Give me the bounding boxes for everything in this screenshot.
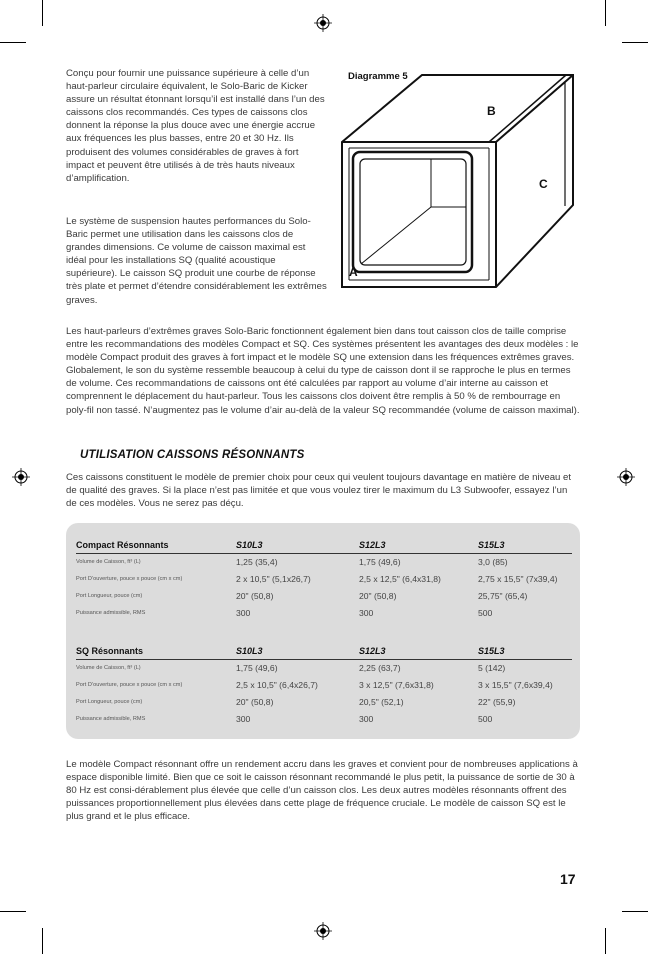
table-cell: 2,5 x 12,5" (6,4x31,8) bbox=[359, 574, 441, 584]
table-cell: 20" (50,8) bbox=[236, 591, 274, 601]
crop-mark bbox=[622, 911, 648, 912]
table-title: SQ Résonnants bbox=[76, 646, 144, 656]
table-row bbox=[76, 661, 572, 678]
model-heading: S10L3 bbox=[236, 540, 263, 550]
table-row bbox=[76, 606, 572, 623]
diagram-label-b: B bbox=[487, 104, 496, 118]
registration-mark-icon bbox=[314, 922, 332, 940]
closing-paragraph: Le modèle Compact résonnant offre un rendement accru dans les graves et convient pour de nombreuses applications à espace disponible limité. Bien que ce soit le caisson résonnant recommandé le plus petit, la puissance de sortie de 30 à 80 Hz est consi-dérablement plus élevée que celle d’un caisson clos. Les deux autres modèles résonnants offrent des puissances proportionnellement plus élevées dans cette plage de fréquence cruciale. Le modèle de caisson SQ est le plus grand et le plus efficace. bbox=[66, 759, 578, 823]
table-cell: 20" (50,8) bbox=[359, 591, 397, 601]
table-cell: 3 x 12,5" (7,6x31,8) bbox=[359, 680, 434, 690]
table-cell: 3,0 (85) bbox=[478, 557, 508, 567]
row-label: Port D’ouverture, pouce x pouce (cm x cm) bbox=[76, 682, 183, 688]
table-cell: 500 bbox=[478, 714, 493, 724]
table-row bbox=[76, 678, 572, 695]
table-cell: 5 (142) bbox=[478, 663, 506, 673]
table-cell: 22" (55,9) bbox=[478, 697, 516, 707]
model-heading: S10L3 bbox=[236, 646, 263, 656]
model-heading: S12L3 bbox=[359, 646, 386, 656]
table-row bbox=[76, 555, 572, 572]
enclosure-diagram bbox=[340, 66, 580, 296]
row-label: Port Longueur, pouce (cm) bbox=[76, 699, 143, 705]
row-label: Volume de Caisson, ft³ (L) bbox=[76, 559, 141, 565]
crop-mark bbox=[0, 911, 26, 912]
diagram-title: Diagramme 5 bbox=[348, 71, 408, 82]
table-cell: 2,75 x 15,5" (7x39,4) bbox=[478, 574, 558, 584]
table-row bbox=[76, 589, 572, 606]
table-cell: 1,75 (49,6) bbox=[236, 663, 278, 673]
table-cell: 2,25 (63,7) bbox=[359, 663, 401, 673]
crop-mark bbox=[605, 0, 606, 26]
table-title: Compact Résonnants bbox=[76, 540, 169, 550]
intro-paragraph-3: Les haut-parleurs d’extrêmes graves Solo-Baric fonctionnent également bien dans tout caisson clos de taille comprise entre les recommandations des modèles Compact et SQ. Ces systèmes présentent les avantages des deux modèles : le modèle Compact produit des graves à fort impact et le modèle SQ une extension dans les fréquences extrêmes graves. Globalement, le son du système ressemble beaucoup à celui du type de caisson dont il se rapproche le plus en termes de volume. Ces recommandations de caissons ont été calculées par rapport au volume d’air interne au caisson et comprennent le déplacement du haut-parleur. Tous les caissons clos doivent être remplis à 50 % de rembourrage en poly-fil non tassé. N’augmentez pas le volume d’air au-delà de la valeur SQ recommandée (volume de caisson maximal). bbox=[66, 326, 580, 416]
table-cell: 20,5" (52,1) bbox=[359, 697, 404, 707]
model-heading: S15L3 bbox=[478, 646, 505, 656]
row-label: Puissance admissible, RMS bbox=[76, 716, 146, 722]
table-row bbox=[76, 572, 572, 589]
spec-table bbox=[66, 523, 580, 739]
crop-mark bbox=[42, 0, 43, 26]
registration-mark-icon bbox=[12, 468, 30, 486]
table-row bbox=[76, 712, 572, 729]
row-label: Port Longueur, pouce (cm) bbox=[76, 593, 143, 599]
table-cell: 300 bbox=[236, 714, 251, 724]
table-cell: 25,75" (65,4) bbox=[478, 591, 528, 601]
crop-mark bbox=[605, 928, 606, 954]
section-heading: UTILISATION CAISSONS RÉSONNANTS bbox=[80, 449, 305, 461]
section-intro-paragraph: Ces caissons constituent le modèle de premier choix pour ceux qui veulent toujours davantage en matière de niveau et de qualité des graves. Si la place n’est pas limitée et que vous voulez tirer le maximum du L3 Subwoofer, essayez l’un de ces modèles. Vous ne serez pas déçu. bbox=[66, 472, 572, 510]
table-cell: 1,25 (35,4) bbox=[236, 557, 278, 567]
intro-paragraph-1: Conçu pour fournir une puissance supérieure à celle d’un haut-parleur circulaire équivalent, le Solo-Baric de Kicker assure un résultat étonnant lorsqu’il est installé dans l’un des caissons clos recommandés. Ces types de caissons clos donnent la réponse la plus douce avec une énergie accrue aux fréquences les plus basses, entre 20 et 30 Hz. Ils produisent des volumes considérables de graves à fort impact et peuvent être utilisés à de très hauts niveaux d’amplification. bbox=[66, 68, 325, 184]
table-cell: 300 bbox=[236, 608, 251, 618]
table-row bbox=[76, 695, 572, 712]
crop-mark bbox=[0, 42, 26, 43]
table-cell: 3 x 15,5" (7,6x39,4) bbox=[478, 680, 553, 690]
table-cell: 300 bbox=[359, 608, 374, 618]
intro-paragraph-2: Le système de suspension hautes performances du Solo-Baric permet une utilisation dans les caissons clos de grandes dimensions. Ce volume de caisson maximal est idéal pour les installations SQ (qualité acoustique supérieure). Le caisson SQ produit une courbe de réponse très plate et permet d’étendre considérablement les extrêmes graves. bbox=[66, 216, 327, 306]
registration-mark-icon bbox=[617, 468, 635, 486]
row-label: Volume de Caisson, ft³ (L) bbox=[76, 665, 141, 671]
table-cell: 1,75 (49,6) bbox=[359, 557, 401, 567]
table-header bbox=[76, 537, 572, 554]
crop-mark bbox=[42, 928, 43, 954]
table-cell: 500 bbox=[478, 608, 493, 618]
model-heading: S12L3 bbox=[359, 540, 386, 550]
registration-mark-icon bbox=[314, 14, 332, 32]
table-cell: 20" (50,8) bbox=[236, 697, 274, 707]
row-label: Puissance admissible, RMS bbox=[76, 610, 146, 616]
crop-mark bbox=[622, 42, 648, 43]
table-cell: 2 x 10,5" (5,1x26,7) bbox=[236, 574, 311, 584]
table-header bbox=[76, 643, 572, 660]
table-cell: 2,5 x 10,5" (6,4x26,7) bbox=[236, 680, 318, 690]
table-cell: 300 bbox=[359, 714, 374, 724]
diagram-label-a: A bbox=[349, 265, 358, 279]
model-heading: S15L3 bbox=[478, 540, 505, 550]
page-number: 17 bbox=[560, 871, 576, 887]
diagram-label-c: C bbox=[539, 177, 548, 191]
row-label: Port D’ouverture, pouce x pouce (cm x cm) bbox=[76, 576, 183, 582]
